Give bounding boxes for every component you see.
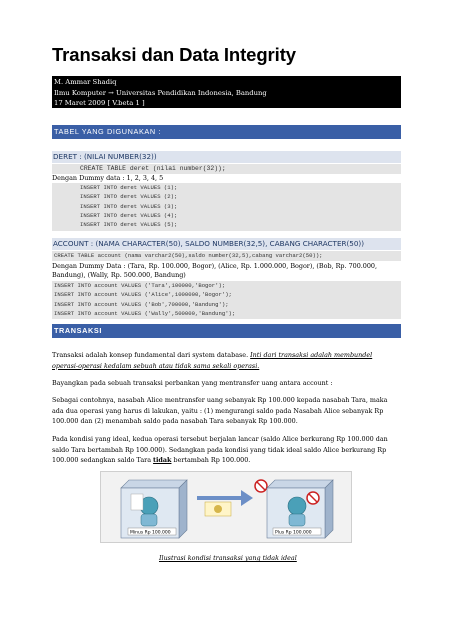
paragraph-bayangkan: Bayangkan pada sebuah transaksi perbankan yang mentransfer uang antara account : <box>52 379 333 387</box>
account-heading: ACCOUNT : (NAMA CHARACTER(50), SALDO NUMBER(32,5), CABANG CHARACTER(50)) <box>52 238 401 250</box>
illustration-svg <box>101 472 351 542</box>
document-date: 17 Maret 2009 [ V.beta 1 ] <box>54 99 145 107</box>
transaction-illustration <box>100 471 352 543</box>
section-tabel-heading: TABEL YANG DIGUNAKAN : <box>52 125 401 139</box>
account-dummy-line-1: Dengan Dummy Data : (Tara, Rp. 100.000, Bogor), (Alice, Rp. 1.000.000, Bogor), (Bob, Rp. 700.000, <box>52 262 378 270</box>
right-cube-icon <box>267 480 333 538</box>
deret-create-code <box>52 164 401 174</box>
account-insert-code <box>52 281 401 319</box>
document-title: Transaksi dan Data Integrity <box>52 44 296 65</box>
left-balance-label: Minus Rp 100.000 <box>130 530 171 536</box>
deret-insert-code <box>52 183 401 231</box>
author-name: M. Ammar Shadiq <box>54 78 117 86</box>
definition-emphasis: Inti dari transaksi adalah membundel <box>250 351 373 359</box>
code-line: INSERT INTO deret VALUES (1); <box>80 184 178 191</box>
author-info-block <box>52 76 401 108</box>
author-affiliation: Ilmu Komputer → Universitas Pendidikan Indonesia, Bandung <box>54 88 267 97</box>
code-line: INSERT INTO deret VALUES (5); <box>80 221 178 229</box>
paragraph-definition <box>52 350 401 371</box>
arrow-icon <box>197 490 253 516</box>
deret-dummy-label: Dengan Dummy data : 1, 2, 3, 4, 5 <box>52 174 164 182</box>
prohibited-icon <box>255 480 267 492</box>
left-cube-icon <box>121 480 187 538</box>
code-line: INSERT INTO deret VALUES (4); <box>80 211 178 219</box>
deret-heading: DERET : (NILAI NUMBER(32)) <box>52 151 401 163</box>
figure-caption: Ilustrasi kondisi transaksi yang tidak ideal <box>159 554 297 562</box>
account-dummy-line-2: Bandung), (Wally, Rp. 500.000, Bandung) <box>52 271 186 279</box>
condition-text: 100.000 sedangkan saldo Tara <box>52 456 154 464</box>
example-line: 100.000 dan (2) menambah saldo pada nasabah Tara sebanyak Rp 100.000. <box>52 417 298 425</box>
condition-text-end: bertambah Rp 100.000. <box>171 456 251 464</box>
section-transaksi-heading: TRANSAKSI <box>52 324 401 338</box>
code-line: INSERT INTO deret VALUES (2); <box>80 193 178 201</box>
code-line: INSERT INTO account VALUES ('Bob',700000,'Bandung'); <box>54 300 229 308</box>
code-line: INSERT INTO account VALUES ('Wally',500000,'Bandung'); <box>54 309 236 317</box>
code-line: INSERT INTO account VALUES ('Tara',100000,'Bogor'); <box>54 282 226 289</box>
code-line: INSERT INTO account VALUES ('Alice',1000000,'Bogor'); <box>54 291 232 299</box>
example-line: ada dua operasi yang harus di lakukan, yaitu : (1) mengurangi saldo pada Nasabah Alice sebanyak Rp <box>52 406 384 415</box>
code-line: INSERT INTO deret VALUES (3); <box>80 202 178 210</box>
example-line: Sebagai contohnya, nasabah Alice mentransfer uang sebanyak Rp 100.000 kepada nasabah Tara, maka <box>52 396 388 404</box>
condition-line: saldo Tara bertambah Rp 100.000). Sedangkan pada kondisi yang tidak ideal saldo Alice berkurang Rp <box>52 445 387 454</box>
condition-line: Pada kondisi yang ideal, kedua operasi tersebut berjalan lancar (saldo Alice berkurang Rp 100.000 dan <box>52 435 388 443</box>
definition-emphasis-cont: operasi-operasi kedalam sebuah atau tidak sama sekali operasi. <box>52 361 260 370</box>
paragraph-example <box>52 395 401 427</box>
code-line: CREATE TABLE deret (nilai number(32)); <box>80 165 226 172</box>
condition-emphasis-tidak: tidak <box>153 456 172 464</box>
right-balance-label: Plus Rp 100.000 <box>275 530 312 536</box>
paragraph-condition <box>52 434 401 466</box>
account-create-code <box>52 251 401 261</box>
definition-text: Transaksi adalah konsep fundamental dari system database. <box>52 351 251 359</box>
code-line: CREATE TABLE account (nama varchar2(50),saldo number(32,5),cabang varchar2(50)); <box>54 252 323 259</box>
